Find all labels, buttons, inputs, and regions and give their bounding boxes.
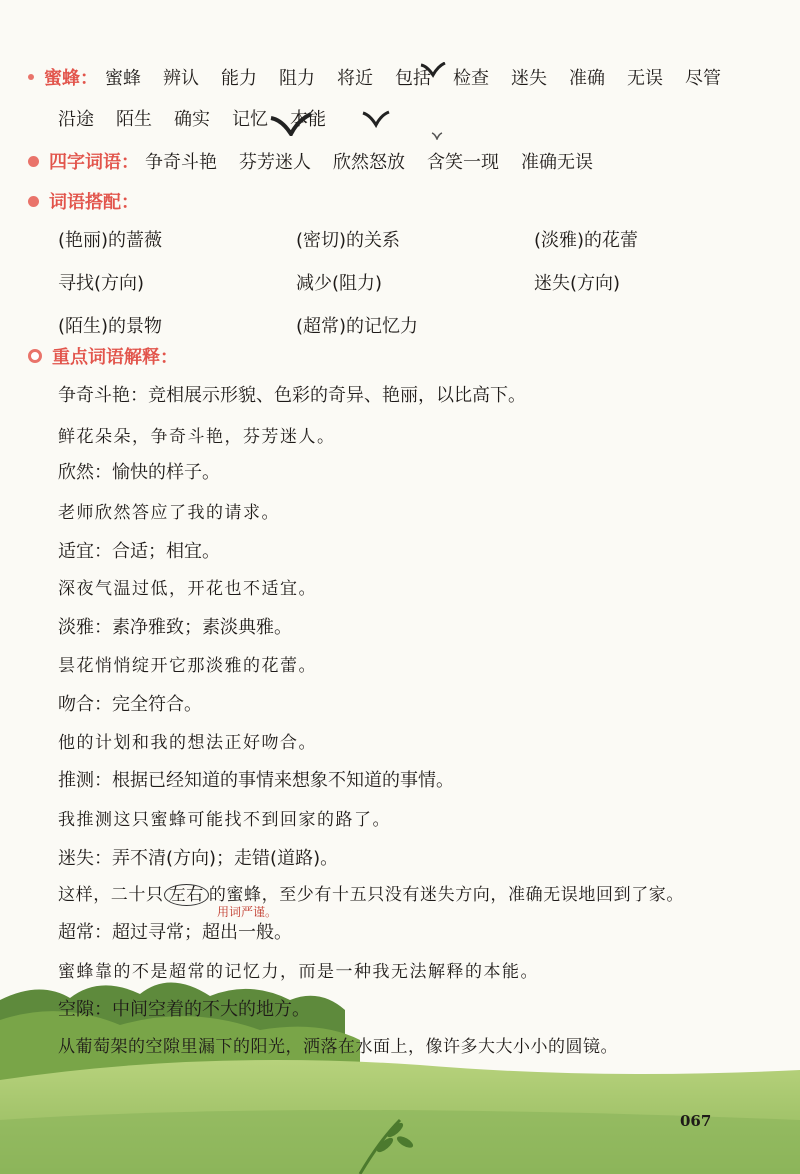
example-sentence: 他的计划和我的想法正好吻合。 bbox=[58, 733, 317, 753]
vocab-word: 蜜蜂 bbox=[105, 68, 141, 89]
example-sentence: 我推测这只蜜蜂可能找不到回家的路了。 bbox=[58, 810, 391, 830]
vocab-word: 本能 bbox=[290, 109, 326, 130]
collocation-item: (超常)的记忆力 bbox=[296, 316, 419, 337]
definition: 超常：超过寻常；超出一般。 bbox=[58, 922, 292, 943]
example-sentence bbox=[58, 880, 684, 905]
example-text: 这样，二十只 bbox=[58, 885, 164, 905]
vocab-word: 陌生 bbox=[116, 109, 152, 130]
example-sentence: 蜜蜂靠的不是超常的记忆力，而是一种我无法解释的本能。 bbox=[58, 962, 539, 982]
vocab-word: 将近 bbox=[337, 68, 373, 89]
section-collocation-label: 词语搭配： bbox=[49, 192, 139, 213]
example-sentence: 鲜花朵朵，争奇斗艳，芬芳迷人。 bbox=[58, 427, 336, 447]
idiom-word: 准确无误 bbox=[521, 152, 593, 173]
section-vocab-header bbox=[28, 64, 98, 90]
bird-icon bbox=[362, 110, 390, 128]
vocab-word: 尽管 bbox=[685, 68, 721, 89]
vocab-word: 能力 bbox=[221, 68, 257, 89]
bullet-dot bbox=[28, 196, 39, 207]
bird-icon bbox=[420, 62, 446, 78]
section-vocab-label: 蜜蜂： bbox=[44, 68, 98, 89]
section-explanation-label: 重点词语解释： bbox=[52, 347, 178, 368]
collocation-item: (淡雅)的花蕾 bbox=[534, 230, 639, 251]
collocation-item: 寻找(方向) bbox=[58, 273, 145, 294]
section-idioms-header bbox=[28, 148, 139, 174]
circled-annotation: 左右 bbox=[164, 884, 209, 906]
bird-icon bbox=[431, 132, 443, 140]
bullet-dot bbox=[28, 349, 42, 363]
vocab-word: 包括 bbox=[395, 68, 431, 89]
definition: 争奇斗艳：竞相展示形貌、色彩的奇异、艳丽，以比高下。 bbox=[58, 385, 526, 406]
idiom-word: 含笑一现 bbox=[427, 152, 499, 173]
vocab-word: 确实 bbox=[174, 109, 210, 130]
vocab-word: 记忆 bbox=[232, 109, 268, 130]
definition: 淡雅：素净雅致；素淡典雅。 bbox=[58, 617, 292, 638]
section-collocation-header bbox=[28, 188, 139, 214]
collocation-item: 减少(阻力) bbox=[296, 273, 383, 294]
bullet-dot bbox=[28, 156, 39, 167]
vocab-word: 迷失 bbox=[511, 68, 547, 89]
definition: 吻合：完全符合。 bbox=[58, 694, 202, 715]
section-explanation-header bbox=[28, 343, 178, 369]
definition: 迷失：弄不清(方向)；走错(道路)。 bbox=[58, 848, 339, 869]
example-text: 的蜜蜂，至少有十五只没有迷失方向，准确无误地回到了家。 bbox=[208, 885, 685, 905]
collocation-item: (艳丽)的蔷薇 bbox=[58, 230, 163, 251]
idiom-word: 芬芳迷人 bbox=[239, 152, 311, 173]
definition: 推测：根据已经知道的事情来想象不知道的事情。 bbox=[58, 770, 454, 791]
vocab-word: 辨认 bbox=[163, 68, 199, 89]
vocab-word: 沿途 bbox=[58, 109, 94, 130]
collocation-item: (陌生)的景物 bbox=[58, 316, 163, 337]
vocab-word: 无误 bbox=[627, 68, 663, 89]
collocation-grid bbox=[58, 226, 748, 338]
section-idioms-label: 四字词语： bbox=[49, 152, 139, 173]
handwritten-note: 用词严谨。 bbox=[217, 905, 278, 919]
definition: 欣然：愉快的样子。 bbox=[58, 462, 220, 483]
idiom-word: 争奇斗艳 bbox=[145, 152, 217, 173]
collocation-item: 迷失(方向) bbox=[534, 273, 621, 294]
vocab-word: 阻力 bbox=[279, 68, 315, 89]
definition: 空隙：中间空着的不大的地方。 bbox=[58, 999, 310, 1020]
example-sentence: 昙花悄悄绽开它那淡雅的花蕾。 bbox=[58, 656, 317, 676]
vocab-word: 检查 bbox=[453, 68, 489, 89]
idioms-line bbox=[145, 148, 615, 174]
definition: 适宜：合适；相宜。 bbox=[58, 541, 220, 562]
example-sentence: 从葡萄架的空隙里漏下的阳光，洒落在水面上，像许多大大小小的圆镜。 bbox=[58, 1037, 618, 1057]
vocab-word: 准确 bbox=[569, 68, 605, 89]
example-sentence: 老师欣然答应了我的请求。 bbox=[58, 503, 280, 523]
page-number: 067 bbox=[680, 1112, 712, 1130]
idiom-word: 欣然怒放 bbox=[333, 152, 405, 173]
bullet-dot bbox=[28, 74, 34, 80]
example-sentence: 深夜气温过低，开花也不适宜。 bbox=[58, 579, 317, 599]
collocation-item: (密切)的关系 bbox=[296, 230, 401, 251]
bird-icon bbox=[270, 112, 312, 136]
